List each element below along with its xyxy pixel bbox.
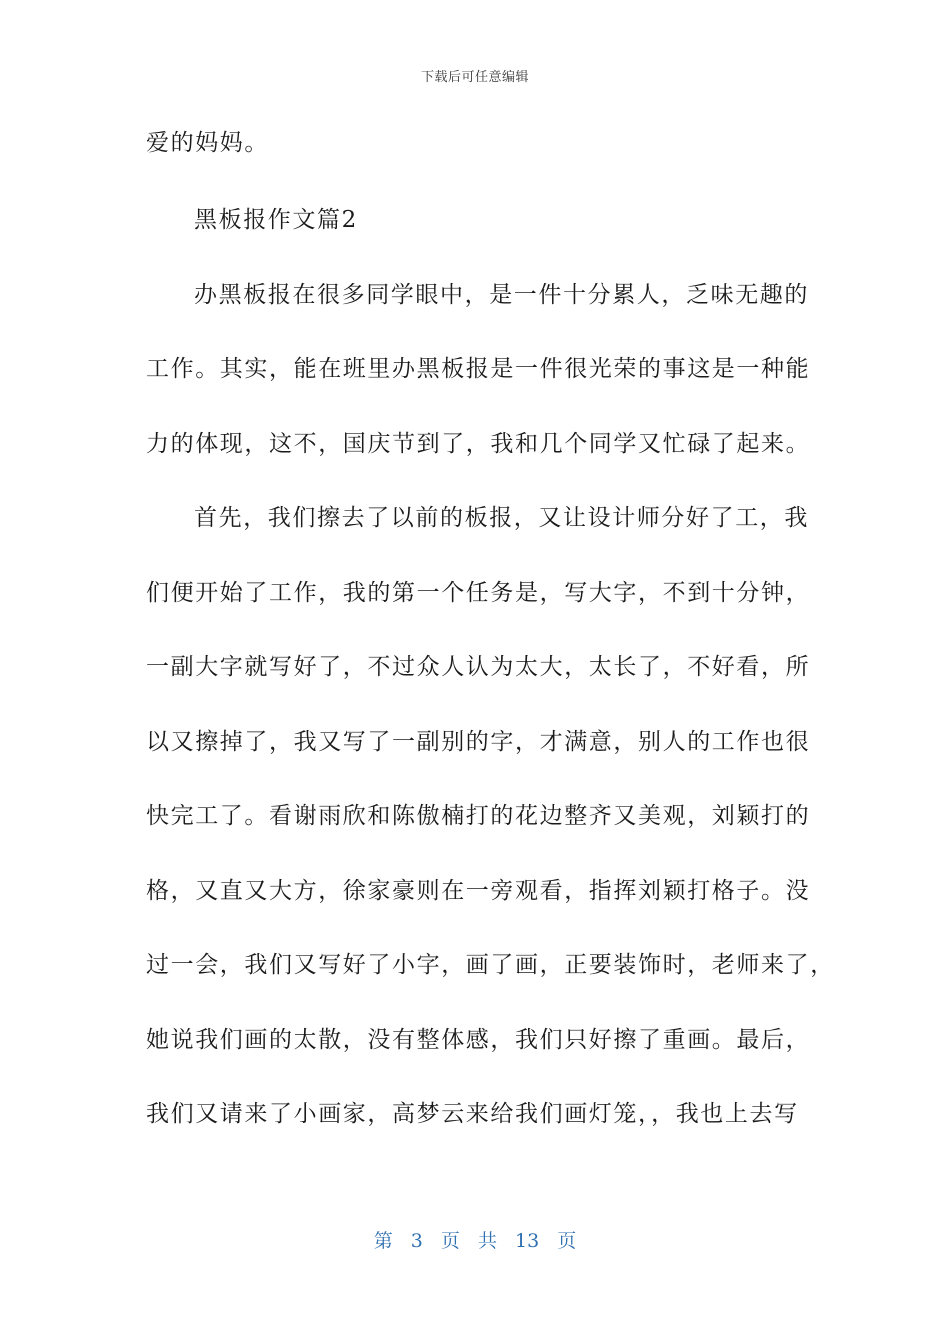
text-line: 以又擦掉了，我又写了一副别的字，才满意，别人的工作也很 <box>146 729 811 755</box>
text-line: 格，又直又大方，徐家豪则在一旁观看，指挥刘颖打格子。没 <box>146 878 811 904</box>
text-line: 办黑板报在很多同学眼中，是一件十分累人，乏味无趣的 <box>194 282 809 308</box>
text-line: 工作。其实，能在班里办黑板报是一件很光荣的事这是一种能 <box>146 356 811 382</box>
text-line: 过一会，我们又写好了小字，画了画，正要装饰时，老师来了， <box>146 952 835 978</box>
text-line: 们便开始了工作，我的第一个任务是，写大字，不到十分钟， <box>146 580 811 606</box>
footer-word-di: 第 <box>373 1230 393 1252</box>
section-heading: 黑板报作文篇2 <box>194 207 358 233</box>
text-line: 一副大字就写好了，不过众人认为太大，太长了，不好看，所 <box>146 654 811 680</box>
footer-word-ye-2: 页 <box>557 1230 577 1252</box>
text-line: 爱的妈妈。 <box>146 130 269 156</box>
footer-word-ye: 页 <box>440 1230 460 1252</box>
footer-word-gong: 共 <box>477 1230 497 1252</box>
text-line: 力的体现，这不，国庆节到了，我和几个同学又忙碌了起来。 <box>146 431 811 457</box>
text-line: 快完工了。看谢雨欣和陈傲楠打的花边整齐又美观，刘颖打的 <box>146 803 811 829</box>
current-page-number: 3 <box>410 1230 423 1252</box>
text-line: 她说我们画的太散，没有整体感，我们只好擦了重画。最后， <box>146 1027 811 1053</box>
header-note: 下载后可任意编辑 <box>420 70 529 85</box>
total-pages-number: 13 <box>515 1230 540 1252</box>
text-line: 首先，我们擦去了以前的板报，又让设计师分好了工，我 <box>194 505 809 531</box>
text-line: 我们又请来了小画家，高梦云来给我们画灯笼，，我也上去写 <box>146 1101 799 1127</box>
page-number-footer <box>0 1226 950 1253</box>
